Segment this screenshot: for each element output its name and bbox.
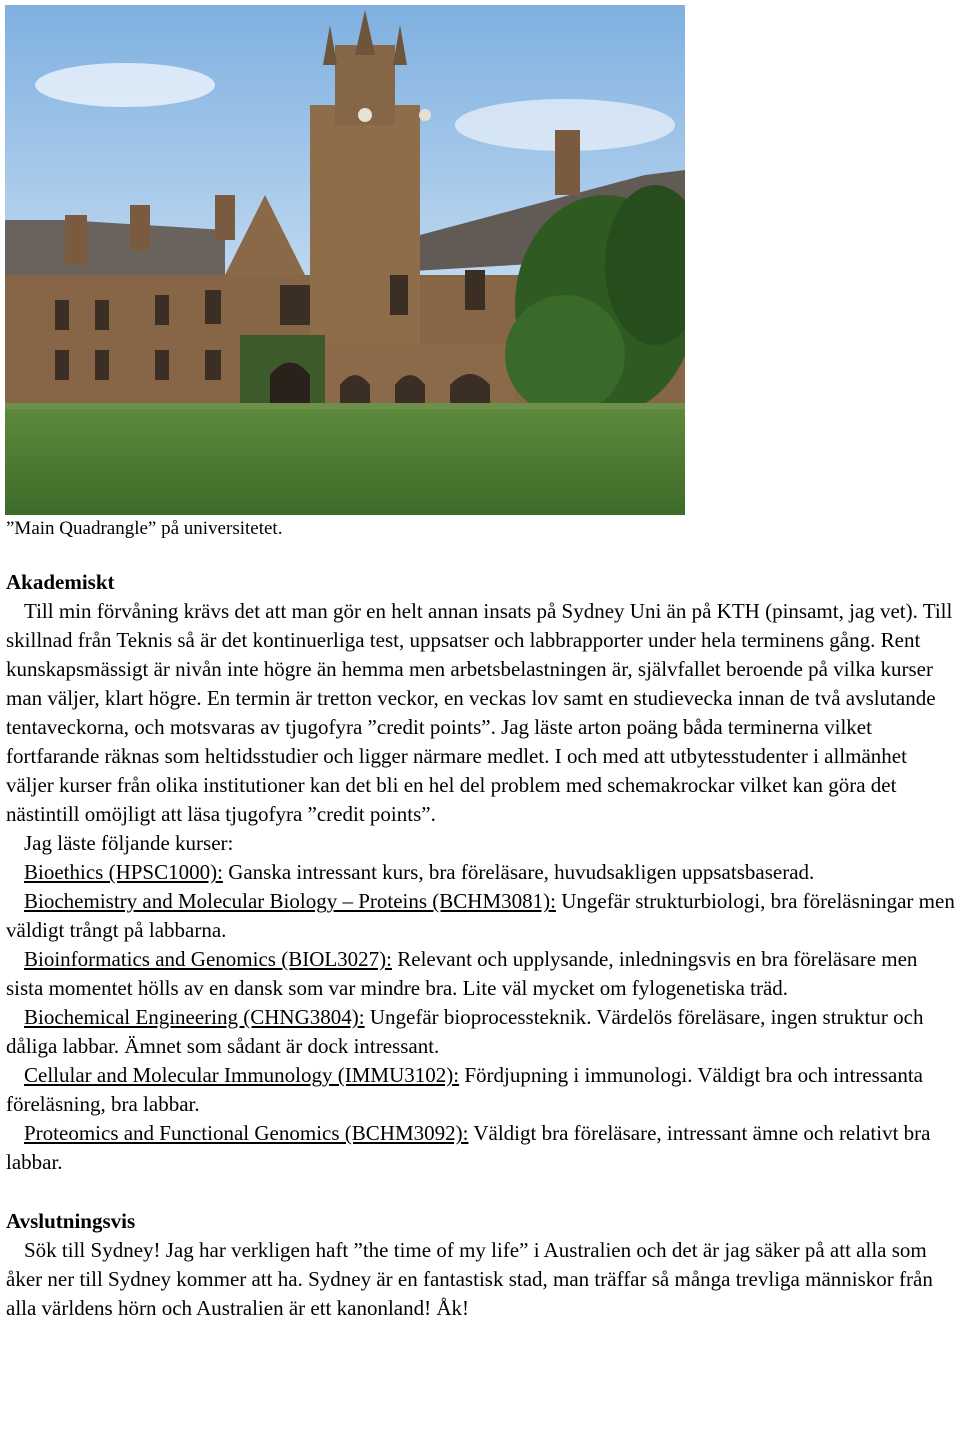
course-description: Väldigt bra föreläsare, intressant ämne och relativt bra labbar. [6, 1121, 931, 1174]
section-heading-avslutningsvis: Avslutningsvis [6, 1209, 136, 1233]
course-description: Ungefär bioprocessteknik. Värdelös föreläsare, ingen struktur och dåliga labbar. Ämnet som sådant är dock intressant. [6, 1005, 924, 1058]
course-item [6, 1061, 956, 1119]
course-name: Bioinformatics and Genomics (BIOL3027): [24, 947, 393, 971]
course-description: Ganska intressant kurs, bra föreläsare, huvudsakligen uppsatsbaserad. [222, 860, 815, 884]
quadrangle-illustration [5, 5, 685, 515]
course-name: Biochemistry and Molecular Biology – Proteins (BCHM3081): [24, 889, 556, 913]
quadrangle-photo [5, 5, 685, 515]
article-body [6, 568, 956, 1323]
akademiskt-paragraph: Till min förvåning krävs det att man gör en helt annan insats på Sydney Uni än på KTH (pinsamt, jag vet). Till skillnad från Teknis så är det kontinuerliga test, uppsatser och labbrapporter under hela terminens gång. Rent kunskapsmässigt är nivån inte högre än hemma men arbetsbelastningen är, självfallet beroende på vilka kurser man väljer, klart högre. En termin är tretton veckor, en veckas lov samt en studievecka innan de två avslutande tentaveckorna, och motsvaras av tjugofyra ”credit points”. Jag läste arton poäng båda terminerna vilket fortfarande räknas som heltidsstudier och ligger närmare medlet. I och med att utbytesstudenter i allmänhet väljer kurser från olika institutioner kan det bli en hel del problem med schemakrockar vilket kan göra det nästintill omöjligt att läsa tjugofyra ”credit points”. [6, 599, 953, 826]
course-name: Biochemical Engineering (CHNG3804): [24, 1005, 365, 1029]
course-name: Proteomics and Functional Genomics (BCHM3092): [24, 1121, 469, 1145]
course-name: Cellular and Molecular Immunology (IMMU3102): [24, 1063, 460, 1087]
section-heading-akademiskt: Akademiskt [6, 570, 115, 594]
course-description: Relevant och upplysande, inledningsvis en bra föreläsare men sista momentet hölls av en dansk som var mindre bra. Lite väl mycket om fylogenetiska träd. [6, 947, 918, 1000]
course-name: Bioethics (HPSC1000): [24, 860, 223, 884]
courses-intro: Jag läste följande kurser: [24, 831, 234, 855]
course-item [6, 1119, 956, 1177]
course-item [6, 887, 956, 945]
photo-caption: ”Main Quadrangle” på universitetet. [6, 518, 283, 539]
section-spacer [6, 1177, 956, 1207]
course-description: Fördjupning i immunologi. Väldigt bra och intressanta föreläsning, bra labbar. [6, 1063, 923, 1116]
course-item [6, 858, 956, 887]
course-description: Ungefär strukturbiologi, bra föreläsningar men väldigt trångt på labbarna. [6, 889, 955, 942]
course-item [6, 1003, 956, 1061]
course-item [6, 945, 956, 1003]
avslutningsvis-paragraph: Sök till Sydney! Jag har verkligen haft ”the time of my life” i Australien och det är jag säker på att alla som åker ner till Sydney kommer att ha. Sydney är en fantastisk stad, man träffar så många trevliga människor från alla världens hörn och Australien är ett kanonland! Åk! [6, 1238, 933, 1320]
